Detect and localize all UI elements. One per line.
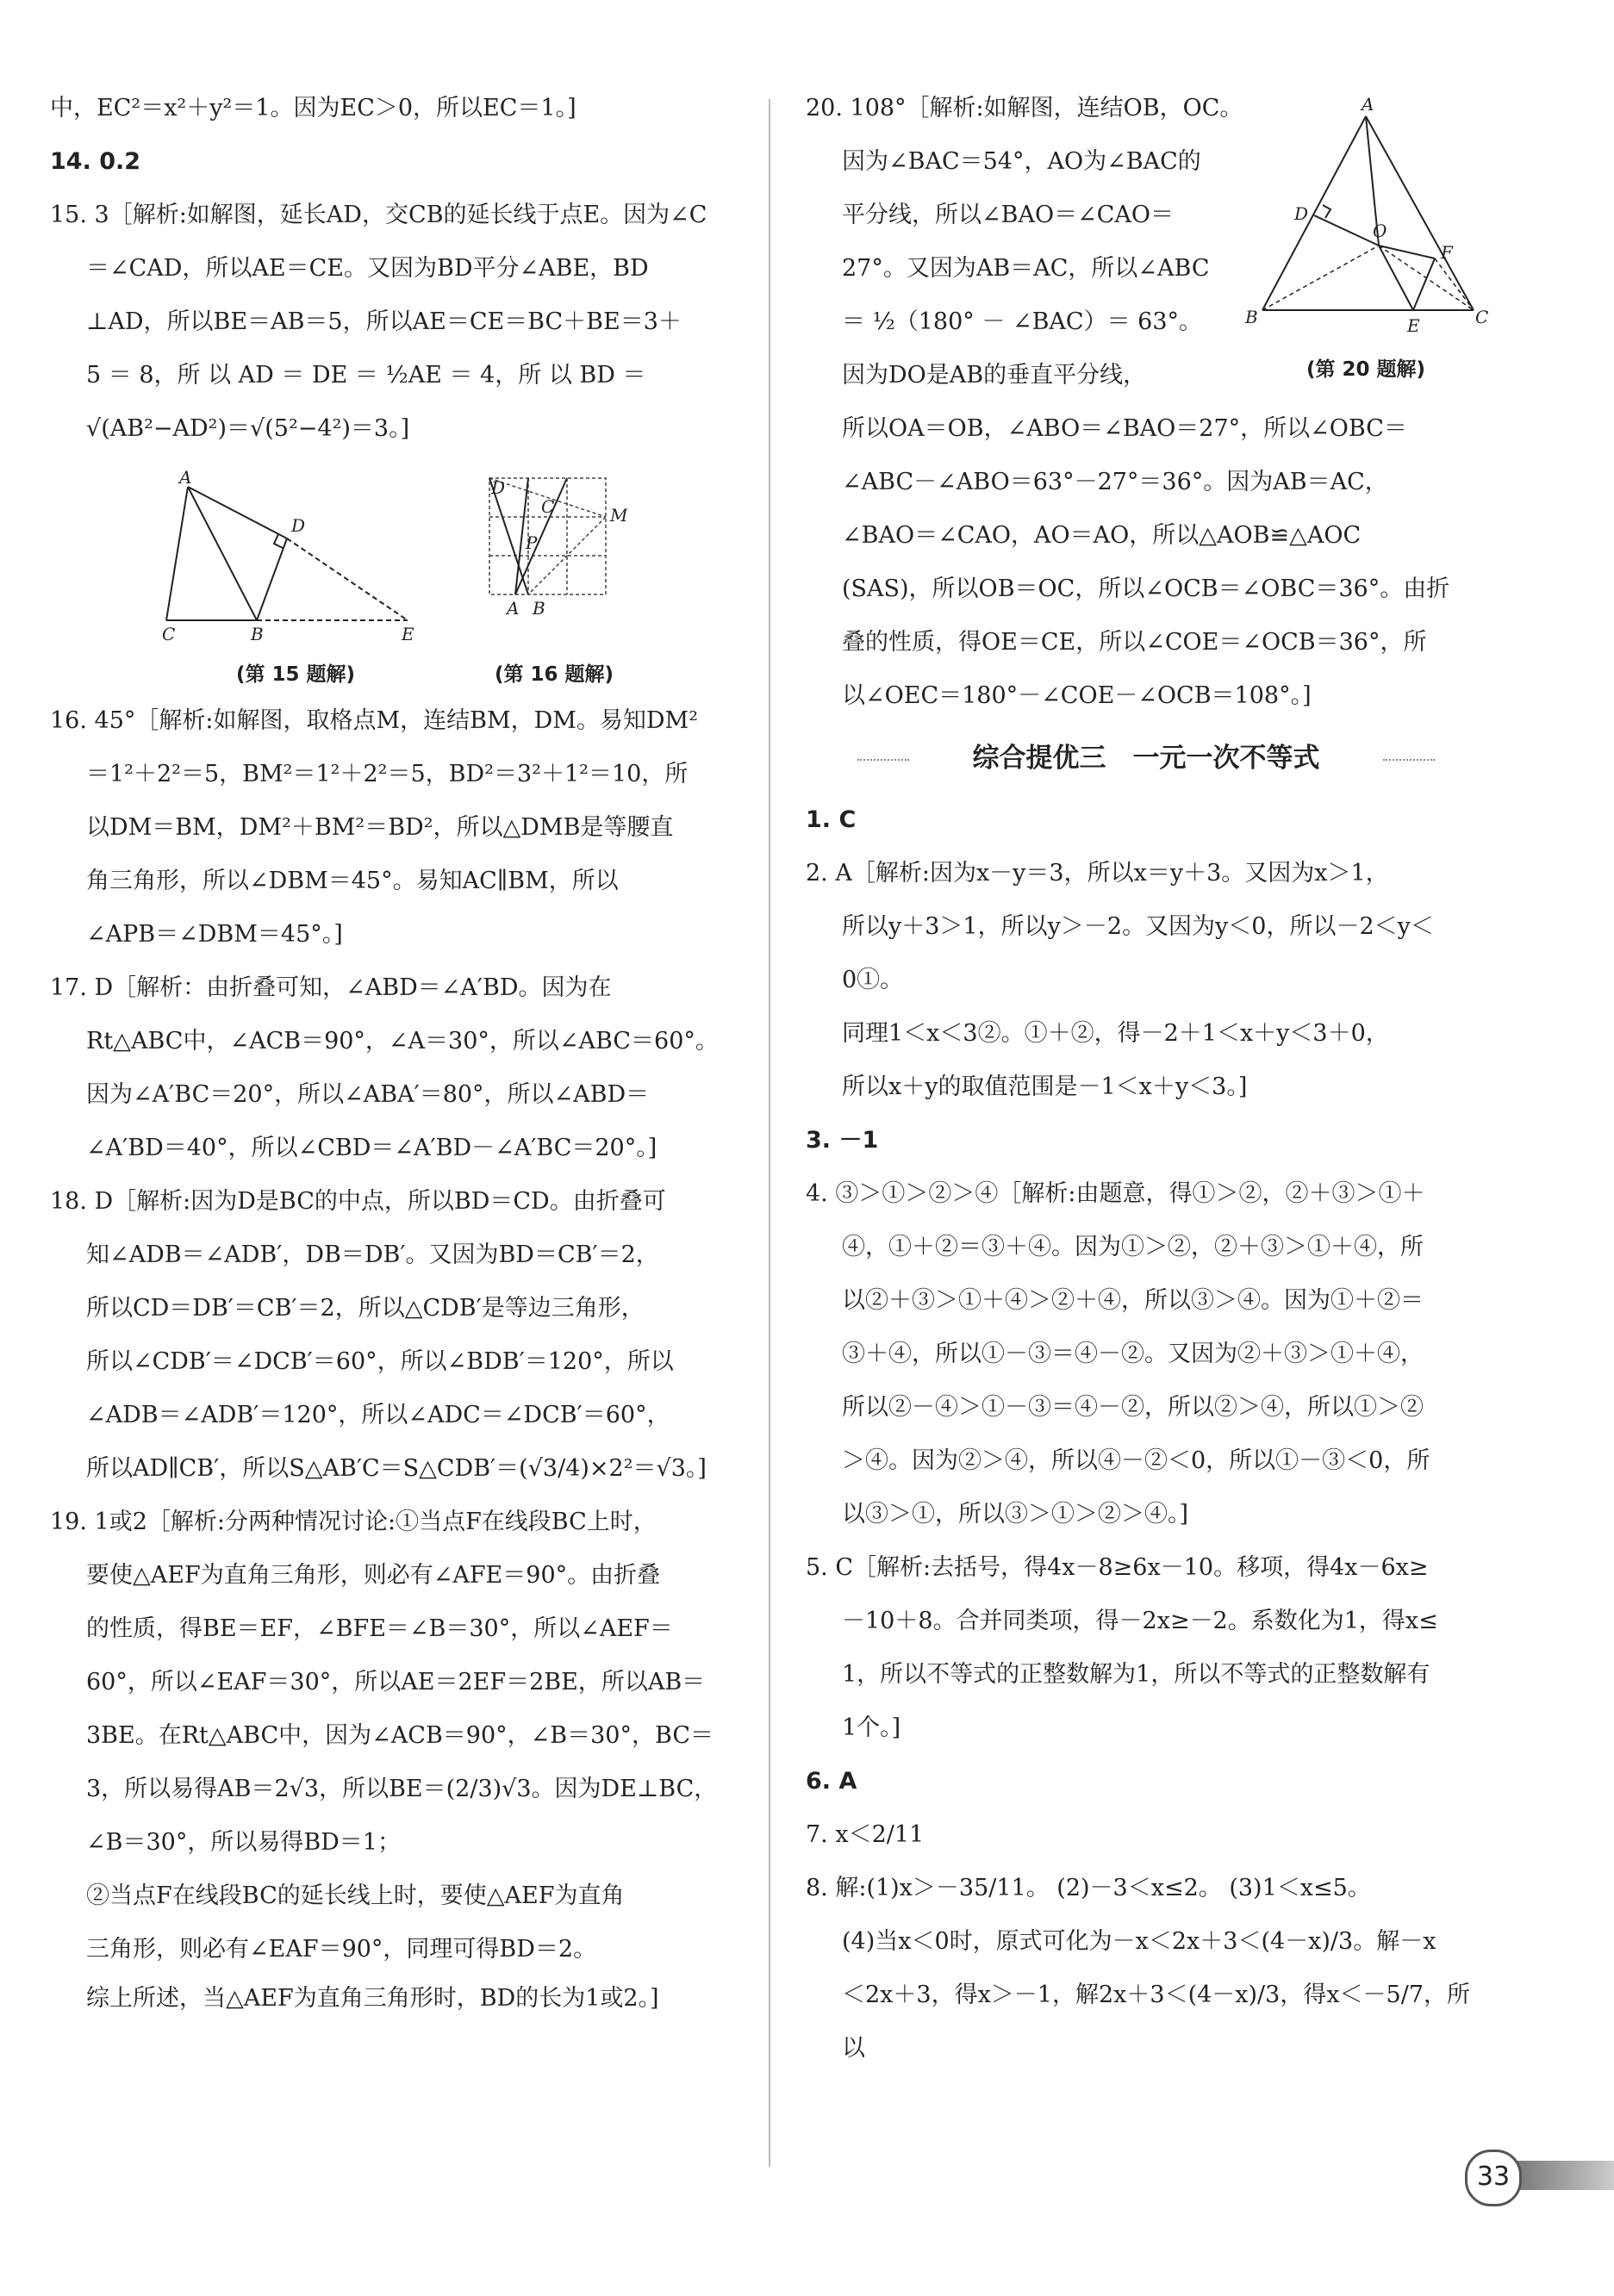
figures-15-16 bbox=[162, 470, 748, 688]
text-line: ＝ ½（180° － ∠BAC）＝ 63°。 bbox=[842, 308, 1203, 335]
label-a: A bbox=[507, 598, 520, 619]
label-c: C bbox=[162, 624, 176, 642]
text-line: ∠B＝30°，所以易得BD＝1； bbox=[86, 1829, 401, 1856]
text-line: 5 ＝ 8，所 以 AD ＝ DE ＝ ½AE ＝ 4，所 以 BD ＝ bbox=[86, 362, 646, 389]
text-line: 因为DO是AB的垂直平分线， bbox=[842, 362, 1147, 389]
label-d: D bbox=[291, 515, 306, 536]
label-c: C bbox=[1475, 307, 1489, 327]
label-p: P bbox=[526, 532, 538, 553]
text-line: 3BE。在Rt△ABC中，因为∠ACB＝90°，∠B＝30°，BC＝ bbox=[86, 1722, 714, 1749]
label-e: E bbox=[1407, 315, 1420, 336]
text-line: 以③＞①，所以③＞①＞②＞④。] bbox=[842, 1501, 1189, 1528]
text-line: ∠BAO＝∠CAO，AO＝AO，所以△AOB≌△AOC bbox=[842, 522, 1362, 549]
text-line: 1个。] bbox=[842, 1714, 901, 1741]
text-line: 所以②－④＞①－③＝④－②，所以②＞④，所以①＞② bbox=[842, 1394, 1424, 1421]
text-line: 所以x＋y的取值范围是－1＜x＋y＜3。] bbox=[842, 1073, 1248, 1100]
text-line: (SAS)，所以OB＝OC，所以∠OCB＝∠OBC＝36°。由折 bbox=[842, 576, 1450, 602]
text-line: ＝∠CAD，所以AE＝CE。又因为BD平分∠ABE，BD bbox=[86, 255, 649, 282]
text-line: ③＋④，所以①－③＝④－②。又因为②＋③＞①＋④， bbox=[842, 1341, 1424, 1367]
text-line: 所以CD＝DB′＝CB′＝2，所以△CDB′是等边三角形， bbox=[86, 1295, 645, 1322]
answer-8: 8. 解:(1)x＞－35/11。 (2)－3＜x≤2。 (3)1＜x≤5。 bbox=[806, 1875, 1371, 1901]
label-a: A bbox=[179, 470, 192, 488]
label-c: C bbox=[541, 496, 555, 517]
answer-20: 20. 108°［解析:如解图，连结OB，OC。 bbox=[806, 95, 1243, 121]
text-line: －10＋8。合并同类项，得－2x≥－2。系数化为1，得x≤ bbox=[842, 1608, 1438, 1634]
text-line: (4)当x＜0时，原式可化为－x＜2x＋3＜(4－x)/3。解－x bbox=[842, 1928, 1436, 1955]
label-b: B bbox=[251, 624, 264, 642]
right-column bbox=[806, 82, 1489, 2075]
answer-19: 19. 1或2［解析:分两种情况讨论:①当点F在线段BC上时， bbox=[50, 1509, 657, 1535]
text-line: 中，EC²＝x²＋y²＝1。因为EC＞0，所以EC＝1。] bbox=[50, 95, 576, 121]
grid-figure-16 bbox=[481, 470, 627, 642]
label-d: D bbox=[1294, 203, 1309, 224]
text-line: 叠的性质，得OE＝CE，所以∠COE＝∠OCB＝36°，所 bbox=[842, 629, 1427, 656]
answer-7: 7. x＜2/11 bbox=[806, 1821, 925, 1848]
left-column bbox=[50, 82, 748, 2021]
figure-15-caption: (第 15 题解) bbox=[235, 663, 356, 686]
text-line: 同理1＜x＜3②。①＋②，得－2＋1＜x＋y＜3＋0， bbox=[842, 1020, 1389, 1047]
text-line: 以②＋③＞①＋④＞②＋④，所以③＞④。因为①＋②＝ bbox=[842, 1287, 1424, 1314]
label-e: E bbox=[402, 624, 414, 642]
text-line: 以DM＝BM，DM²＋BM²＝BD²，所以△DMB是等腰直 bbox=[86, 814, 674, 841]
text-line: ⊥AD，所以BE＝AB＝5，所以AE＝CE＝BC＋BE＝3＋ bbox=[86, 308, 682, 335]
answer-3: 3. －1 bbox=[806, 1127, 879, 1154]
label-b: B bbox=[1245, 307, 1258, 327]
section-title: 综合提优三 一元一次不等式 bbox=[806, 731, 1486, 785]
label-d: D bbox=[491, 477, 506, 498]
text-line: ∠ADB＝∠ADB′＝120°，所以∠ADC＝∠DCB′＝60°， bbox=[86, 1402, 670, 1428]
answer-17: 17. D［解析：由折叠可知，∠ABD＝∠A′BD。因为在 bbox=[50, 974, 612, 1001]
text-line: 所以AD∥CB′，所以S△AB′C＝S△CDB′＝(√3/4)×2²＝√3。] bbox=[86, 1455, 707, 1482]
answer-1: 1. C bbox=[806, 806, 857, 833]
text-line: ∠ABC－∠ABO＝63°－27°＝36°。因为AB＝AC， bbox=[842, 469, 1388, 495]
answer-2: 2. A［解析:因为x－y＝3，所以x＝y＋3。又因为x＞1， bbox=[806, 860, 1389, 887]
text-line: 因为∠A′BC＝20°，所以∠ABA′＝80°，所以∠ABD＝ bbox=[86, 1081, 650, 1108]
label-a: A bbox=[1362, 95, 1374, 115]
text-line: ∠APB＝∠DBM＝45°。] bbox=[86, 921, 343, 948]
text-line: 27°。又因为AB＝AC，所以∠ABC bbox=[842, 255, 1210, 282]
text-line: √(AB²−AD²)＝√(5²−4²)＝3。] bbox=[86, 415, 410, 442]
text-line: 所以∠CDB′＝∠DCB′＝60°，所以∠BDB′＝120°，所以 bbox=[86, 1348, 674, 1375]
label-m: M bbox=[610, 505, 627, 526]
text-line: 3，所以易得AB＝2√3，所以BE＝(2/3)√3。因为DE⊥BC， bbox=[86, 1776, 718, 1802]
figure-15 bbox=[162, 470, 429, 688]
text-line: Rt△ABC中，∠ACB＝90°，∠A＝30°，所以∠ABC＝60°。 bbox=[86, 1028, 719, 1055]
text-line: 的性质，得BE＝EF，∠BFE＝∠B＝30°，所以∠AEF＝ bbox=[86, 1615, 673, 1642]
text-line: 综上所述，当△AEF为直角三角形时，BD的长为1或2。] bbox=[86, 1985, 659, 2012]
text-line: 三角形，则必有∠EAF＝90°，同理可得BD＝2。 bbox=[86, 1936, 597, 1963]
text-line: 1，所以不等式的正整数解为1，所以不等式的正整数解有 bbox=[842, 1661, 1430, 1688]
page-number: 33 bbox=[1465, 2150, 1522, 2206]
text-line: 所以OA＝OB，∠ABO＝∠BAO＝27°，所以∠OBC＝ bbox=[842, 415, 1407, 442]
text-line: ∠A′BD＝40°，所以∠CBD＝∠A′BD－∠A′BC＝20°。] bbox=[86, 1135, 657, 1161]
text-line: 平分线，所以∠BAO＝∠CAO＝ bbox=[842, 202, 1175, 228]
text-line: 知∠ADB＝∠ADB′，DB＝DB′。又因为BD＝CB′＝2， bbox=[86, 1241, 659, 1268]
text-line: ＜2x＋3，得x＞－1，解2x＋3＜(4－x)/3，得x＜－5/7，所以 bbox=[842, 1982, 1470, 2062]
answer-6: 6. A bbox=[806, 1768, 857, 1795]
triangle-figure-15 bbox=[162, 470, 429, 642]
figure-20-caption: (第 20 题解) bbox=[1306, 358, 1426, 381]
text-line: 角三角形，所以∠DBM＝45°。易知AC∥BM，所以 bbox=[86, 868, 619, 894]
label-f: F bbox=[1441, 242, 1453, 263]
text-line: ＞④。因为②＞④，所以④－②＜0，所以①－③＜0，所 bbox=[842, 1447, 1430, 1474]
text-line: 要使△AEF为直角三角形，则必有∠AFE＝90°。由折叠 bbox=[86, 1562, 661, 1589]
column-divider bbox=[769, 99, 770, 2167]
text-line: 因为∠BAC＝54°，AO为∠BAC的 bbox=[842, 148, 1201, 175]
answer-16: 16. 45°［解析:如解图，取格点M，连结BM，DM。易知DM² bbox=[50, 707, 699, 734]
answer-18: 18. D［解析:因为D是BC的中点，所以BD＝CD。由折叠可 bbox=[50, 1188, 666, 1215]
text-line: ②当点F在线段BC的延长线上时，要使△AEF为直角 bbox=[86, 1882, 625, 1909]
text-line: 60°，所以∠EAF＝30°，所以AE＝2EF＝2BE，所以AB＝ bbox=[86, 1669, 706, 1696]
figure-16 bbox=[481, 470, 627, 688]
answer-15: 15. 3［解析:如解图，延长AD，交CB的延长线于点E。因为∠C bbox=[50, 202, 707, 228]
text-line: ④，①＋②＝③＋④。因为①＞②，②＋③＞①＋④，所 bbox=[842, 1234, 1424, 1260]
answer-5: 5. C［解析:去括号，得4x－8≥6x－10。移项，得4x－6x≥ bbox=[806, 1554, 1429, 1581]
answer-4: 4. ③＞①＞②＞④［解析:由题意，得①＞②，②＋③＞①＋ bbox=[806, 1180, 1425, 1207]
text-line: 以∠OEC＝180°－∠COE－∠OCB＝108°。] bbox=[842, 682, 1312, 709]
text-line: 所以y＋3＞1，所以y＞－2。又因为y＜0，所以－2＜y＜0①。 bbox=[842, 913, 1434, 993]
label-b: B bbox=[533, 598, 545, 619]
text-line: ＝1²＋2²＝5，BM²＝1²＋2²＝5，BD²＝3²＋1²＝10，所 bbox=[86, 761, 689, 787]
figure-16-caption: (第 16 题解) bbox=[494, 663, 614, 686]
answer-14: 14. 0.2 bbox=[50, 148, 141, 175]
label-o: O bbox=[1373, 221, 1387, 241]
